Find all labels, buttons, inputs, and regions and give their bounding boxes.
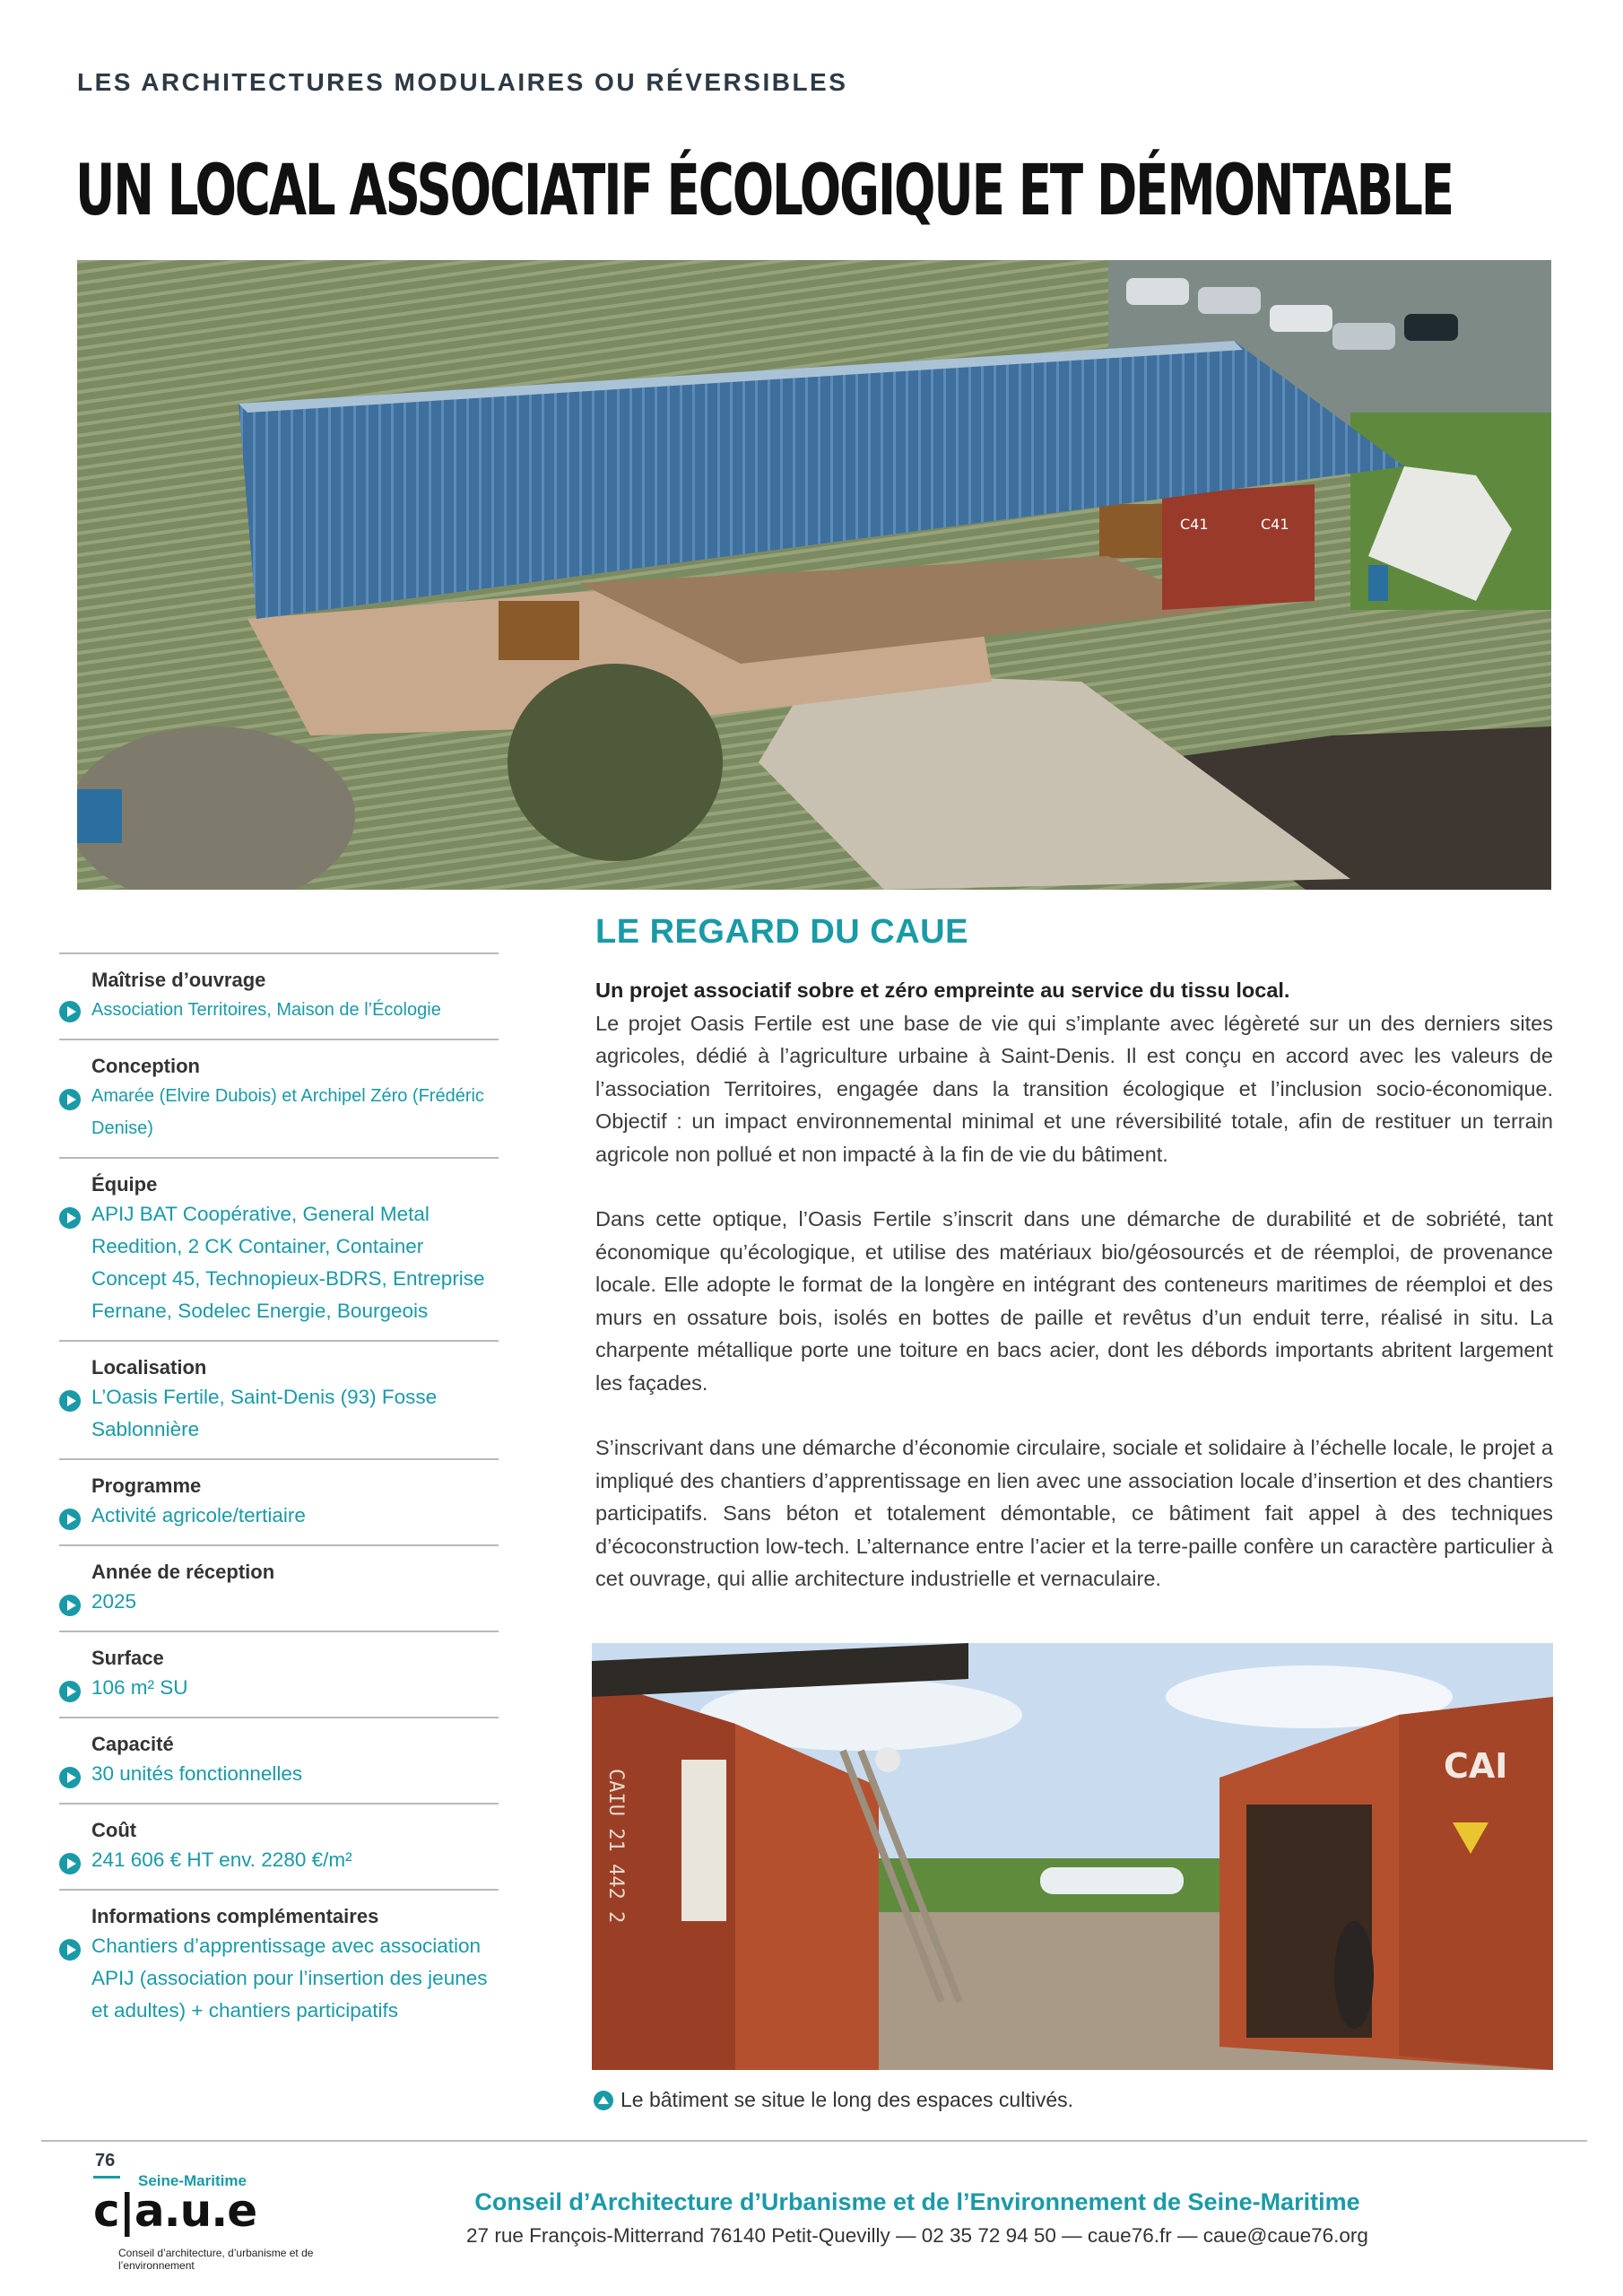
- footer-address: 27 rue François-Mitterrand 76140 Petit-Quevilly — 02 35 72 94 50 — caue76.fr — caue@caue76.org: [466, 2224, 1368, 2247]
- info-value: 30 unités fonctionnelles: [91, 1762, 303, 1785]
- info-value: Amarée (Elvire Dubois) et Archipel Zéro (Frédéric Denise): [91, 1086, 484, 1138]
- caption-triangle-icon: [594, 2091, 613, 2110]
- paragraph-1: Le projet Oasis Fertile est une base de vie qui s’implante avec légèreté sur un des derniers sites agricoles, dédié à l’agriculture urbaine à Saint-Denis. Il est conçu en accord avec les valeurs de l’association Territoires, engagée dans la transition écologique et l’inclusion socio-économique. Objectif : un impact environnemental minimal et une réversibilité totale, afin de restituer un terrain agricole non pollué et non impacté à la fin de vie du bâtiment.: [595, 1011, 1553, 1166]
- hero-photo: [77, 260, 1551, 890]
- play-bullet-icon: [59, 1089, 81, 1110]
- info-label: Capacité: [91, 1733, 174, 1755]
- info-value: Association Territoires, Maison de l’Écologie: [91, 1000, 441, 1020]
- info-label: Surface: [91, 1647, 164, 1669]
- info-location: [59, 1340, 499, 1458]
- info-label: Localisation: [91, 1356, 207, 1378]
- paragraph-2: Dans cette optique, l’Oasis Fertile s’inscrit dans une démarche de durabilité et de sobriété, tant économique qu’écologique, et utilise des matériaux bio/géosourcés et de réemploi, de provenance locale. Elle adopte le format de la longère en intégrant des conteneurs maritimes de réemploi et des murs en ossature bois, isolés en bottes de paille et revêtus d’un enduit terre, réalisé in situ. La charpente métallique porte une toiture en bacs acier, dont les débords importants abritent largement les façades.: [595, 1207, 1553, 1395]
- play-bullet-icon: [59, 1853, 81, 1874]
- page-title: UN LOCAL ASSOCIATIF ÉCOLOGIQUE ET DÉMONTABLE: [75, 151, 1453, 231]
- play-bullet-icon: [59, 1939, 81, 1961]
- info-value: Chantiers d’apprentissage avec association APIJ (association pour l’insertion des jeunes et adultes) + chantiers participatifs: [91, 1935, 488, 2022]
- info-surface: [59, 1631, 499, 1717]
- info-owner: [59, 952, 499, 1039]
- info-additional: [59, 1889, 499, 2039]
- play-bullet-icon: [59, 1001, 81, 1022]
- play-bullet-icon: [59, 1595, 81, 1616]
- containers-illustration: [592, 1643, 1553, 2070]
- info-label: Programme: [91, 1474, 202, 1497]
- info-year: [59, 1544, 499, 1631]
- info-label: Conception: [91, 1055, 200, 1077]
- paragraph-3: S’inscrivant dans une démarche d’économie circulaire, sociale et solidaire à l’échelle locale, le projet a impliqué des chantiers d’apprentissage en lien avec une association locale d’insertion et des chantiers participatifs. Sans béton et totalement démontable, ce bâtiment fait appel à des techniques d’écoconstruction low-tech. L’alternance entre l’acier et la terre-paille confère un caractère particulier à cet ouvrage, qui allie architecture industrielle et vernaculaire.: [595, 1436, 1553, 1590]
- play-bullet-icon: [59, 1207, 81, 1229]
- footer-divider: [41, 2140, 1587, 2142]
- container-marking: C41: [1180, 516, 1209, 533]
- info-value: L’Oasis Fertile, Saint-Denis (93) Fosse Sablonnière: [91, 1386, 438, 1440]
- article-body: [595, 974, 1553, 1628]
- info-team: [59, 1157, 499, 1340]
- info-value: 106 m² SU: [91, 1676, 188, 1699]
- logo-region: Seine-Maritime: [138, 2172, 247, 2189]
- play-bullet-icon: [59, 1767, 81, 1788]
- info-label: Équipe: [91, 1173, 158, 1196]
- info-value: Activité agricole/tertiaire: [91, 1504, 306, 1526]
- caption-text: Le bâtiment se situe le long des espaces cultivés.: [621, 2088, 1074, 2111]
- info-design: [59, 1039, 499, 1157]
- caue-logo: [93, 2151, 344, 2285]
- containers-photo: [592, 1643, 1553, 2070]
- play-bullet-icon: [59, 1681, 81, 1702]
- info-value: APIJ BAT Coopérative, General Metal Reedition, 2 CK Container, Container Concept 45, Technopieux-BDRS, Entreprise Fernane, Sodelec Energie, Bourgeois: [91, 1203, 485, 1322]
- info-value: 2025: [91, 1590, 137, 1613]
- info-cost: [59, 1803, 499, 1889]
- info-label: Informations complémentaires: [91, 1905, 379, 1927]
- container-marking: CAIU 21 442 2: [604, 1769, 627, 1924]
- footer-organization: Conseil d’Architecture d’Urbanisme et de l’Environnement de Seine-Maritime: [474, 2188, 1360, 2215]
- play-bullet-icon: [59, 1509, 81, 1530]
- project-info-sidebar: [59, 952, 499, 2039]
- info-label: Coût: [91, 1819, 137, 1841]
- container-marking: C41: [1261, 516, 1289, 533]
- page-number: 76: [95, 2151, 116, 2170]
- logo-mark: c|a.u.e: [93, 2185, 257, 2237]
- aerial-building-illustration: [77, 260, 1551, 890]
- logo-tagline: Conseil d’architecture, d’urbanisme et de l’environnement: [118, 2247, 314, 2272]
- info-program: [59, 1458, 499, 1544]
- photo-caption: [594, 2088, 1073, 2112]
- play-bullet-icon: [59, 1390, 81, 1412]
- info-value: 241 606 € HT env. 2280 €/m²: [91, 1848, 352, 1871]
- info-capacity: [59, 1717, 499, 1803]
- info-label: Maîtrise d’ouvrage: [91, 969, 266, 991]
- section-heading: LE REGARD DU CAUE: [595, 913, 968, 951]
- page-number-underline: [93, 2176, 120, 2179]
- container-marking: CAI: [1444, 1746, 1508, 1786]
- section-kicker: LES ARCHITECTURES MODULAIRES OU RÉVERSIBLES: [77, 68, 848, 96]
- info-label: Année de réception: [91, 1561, 275, 1583]
- lead-sentence: Un projet associatif sobre et zéro empreinte au service du tissu local.: [595, 978, 1290, 1002]
